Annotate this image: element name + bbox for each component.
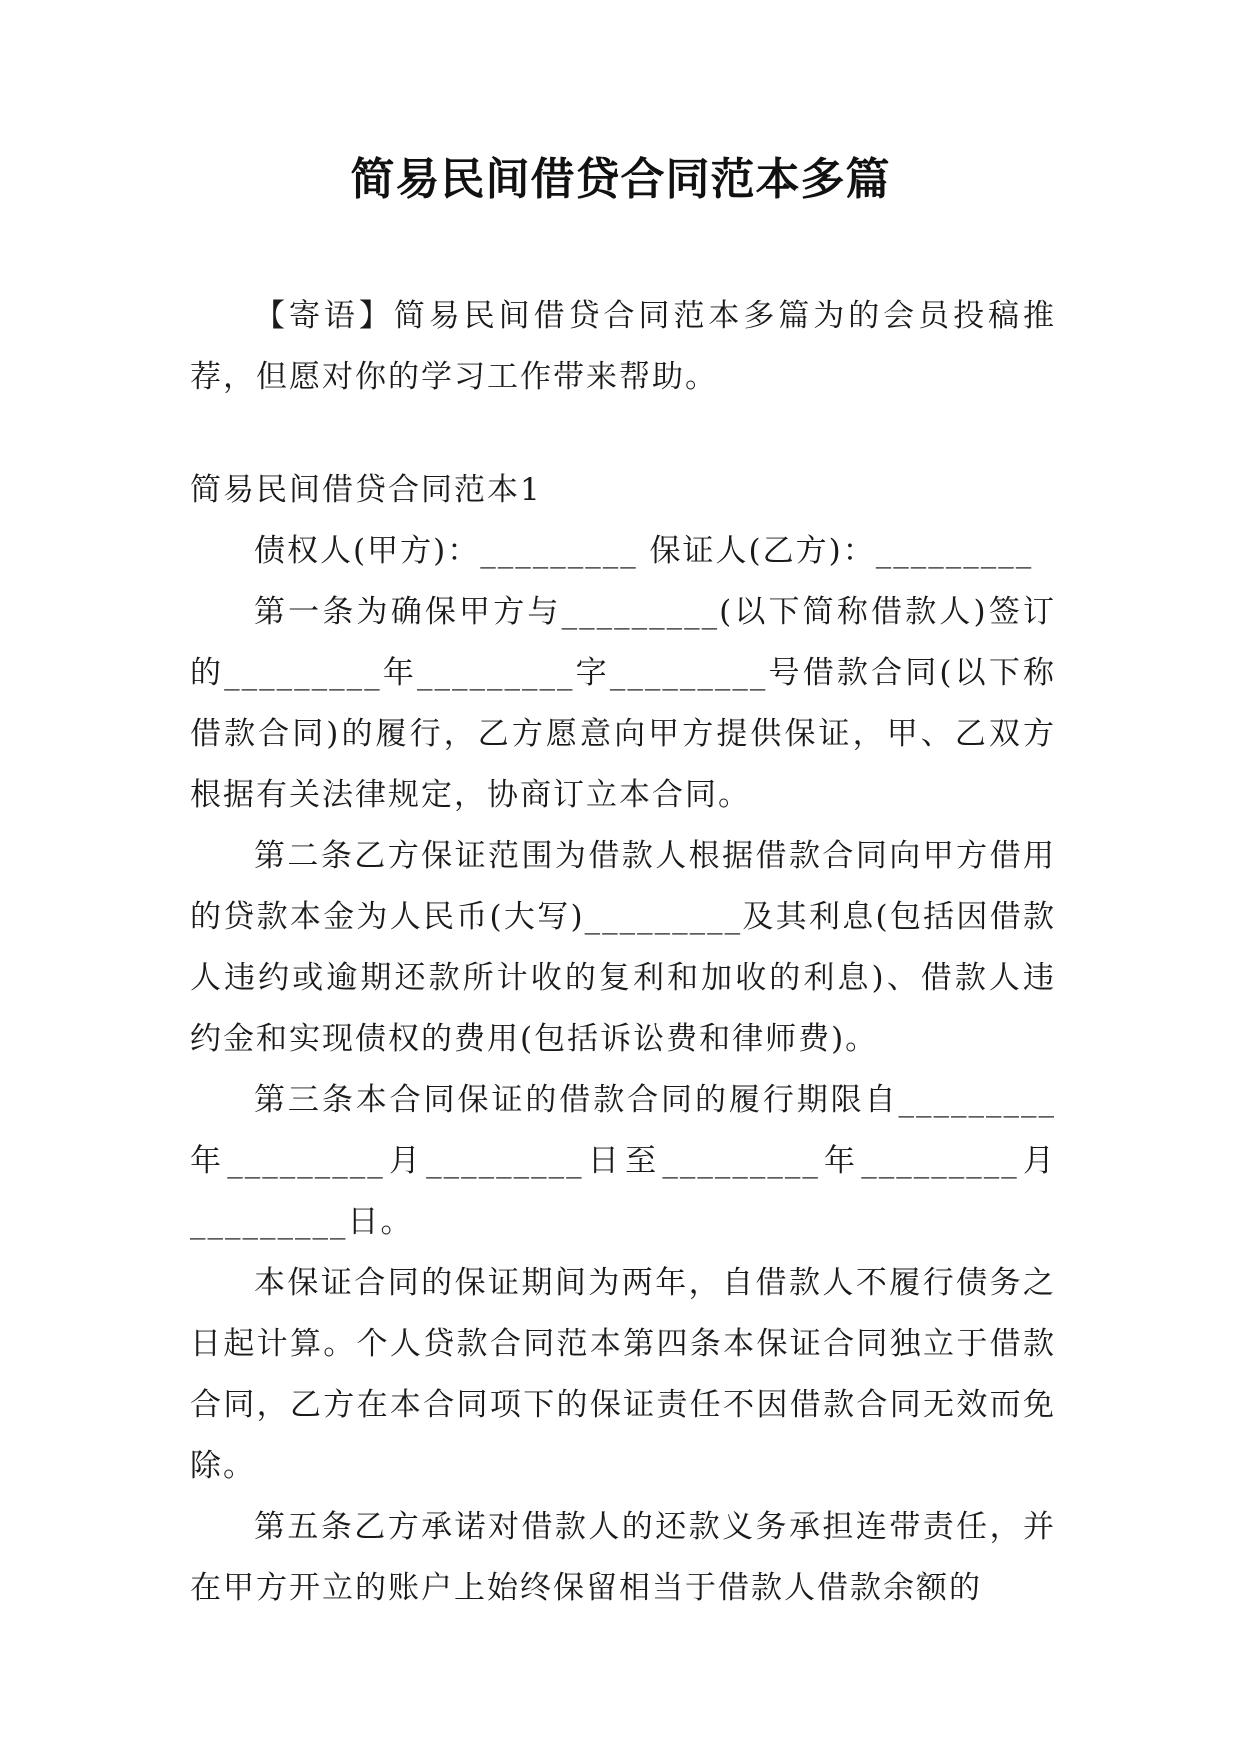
article-2-paragraph: 第二条乙方保证范围为借款人根据借款合同向甲方借用的贷款本金为人民币(大写)_________及其利息(包括因借款人违约或逾期还款所计收的复利和加收的利息)、借款人违约金和实现债权的费用(包括诉讼费和律师费)。 [190, 838, 1056, 1057]
article-1-paragraph: 第一条为确保甲方与_________(以下简称借款人)签订的_________年_________字_________号借款合同(以下称借款合同)的履行，乙方愿意向甲方提供保证，甲、乙双方根据有关法律规定，协商订立本合同。 [190, 594, 1056, 813]
article-5-paragraph: 第五条乙方承诺对借款人的还款义务承担连带责任，并在甲方开立的账户上始终保留相当于借款人借款余额的 [190, 1509, 1056, 1606]
section-title: 简易民间借贷合同范本1 [190, 472, 542, 508]
document-title: 简易民间借贷合同范本多篇 [350, 154, 891, 205]
foreword-paragraph: 【寄语】简易民间借贷合同范本多篇为的会员投稿推荐，但愿对你的学习工作带来帮助。 [190, 298, 1056, 395]
parties-line: 债权人(甲方)：_________ 保证人(乙方)：_________ [254, 533, 1034, 569]
guarantee-period-paragraph: 本保证合同的保证期间为两年，自借款人不履行债务之日起计算。个人贷款合同范本第四条本保证合同独立于借款合同，乙方在本合同项下的保证责任不因借款合同无效而免除。 [190, 1265, 1056, 1484]
article-3-paragraph: 第三条本合同保证的借款合同的履行期限自_________年_________月_________日至_________年_________月_________日。 [190, 1082, 1056, 1240]
contract-body [190, 460, 1056, 1619]
foreword-block [190, 286, 1056, 408]
